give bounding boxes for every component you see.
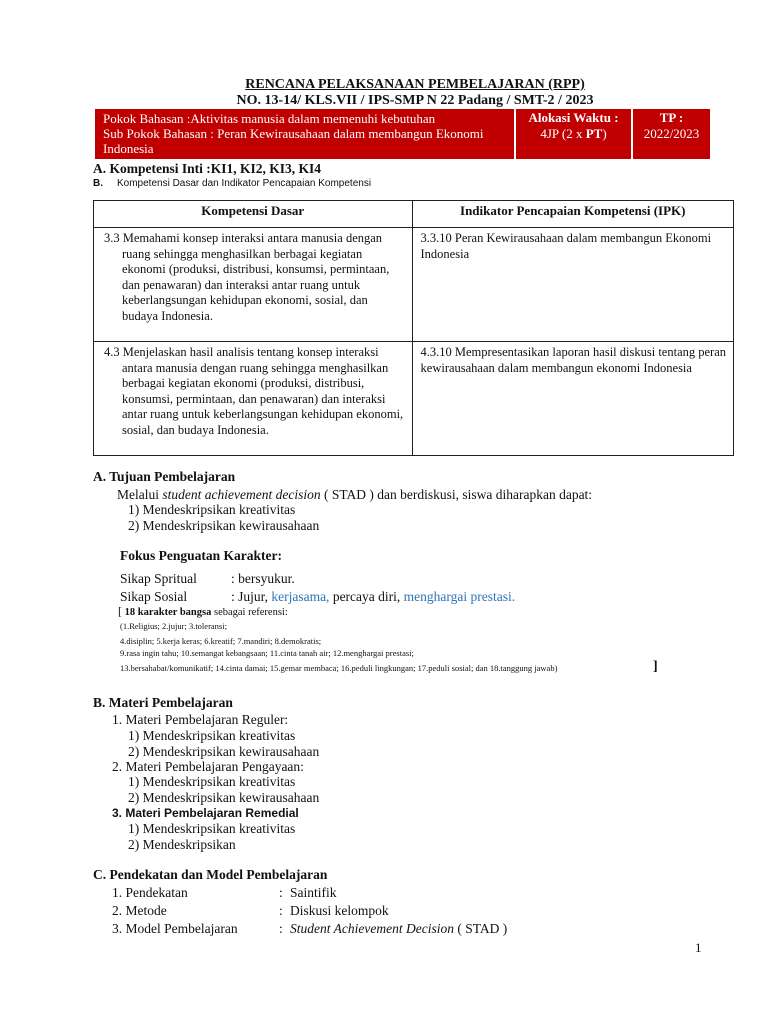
- karakter-ref-line: 4.disiplin; 5.kerja keras; 6.kreatif; 7.mandiri; 8.demokratis;: [120, 636, 322, 646]
- model-value: [290, 921, 507, 937]
- kompetensi-dasar-heading: [93, 178, 371, 189]
- pendekatan-label: 1. Pendekatan: [112, 885, 188, 900]
- page-number: 1: [695, 940, 702, 955]
- ref-close: ]: [653, 659, 658, 674]
- model-sep: :: [279, 921, 283, 936]
- tp-value: 2022/2023: [643, 126, 700, 141]
- kompetensi-inti: A. Kompetensi Inti :KI1, KI2, KI3, KI4: [93, 161, 322, 176]
- sosial-label: Sikap Sosial: [120, 589, 188, 604]
- karakter-ref-line: 9.rasa ingin tahu; 10.semangat kebangsaan; 11.cinta tanah air; 12.menghargai prestasi;: [120, 648, 414, 658]
- pendekatan-value: Saintifik: [290, 885, 337, 900]
- model-suffix: ( STAD ): [453, 921, 508, 936]
- list-item: 1) Mendeskripsikan kreativitas: [128, 502, 296, 517]
- sosial-prefix: : Jujur,: [231, 589, 272, 604]
- ref-rest: sebagai referensi:: [211, 607, 288, 618]
- karakter-ref-line: 13.bersahabat/komunikatif; 14.cinta damai; 15.gemar membaca; 16.peduli lingkungan; 17.peduli sosial; dan 18.tanggung jawab): [120, 663, 558, 673]
- section-b-text: Kompetensi Dasar dan Indikator Pencapaian Kompetensi: [117, 178, 372, 189]
- ref-open: [: [118, 604, 122, 618]
- intro-italic: student achievement decision: [162, 487, 321, 502]
- sosial-value: [231, 589, 515, 605]
- section-b-letter: B.: [93, 178, 103, 189]
- spiritual-label: Sikap Spritual: [120, 571, 197, 586]
- sosial-prestasi: menghargai prestasi.: [403, 589, 516, 604]
- ipk-cell: 3.3.10 Peran Kewirausahaan dalam membangun Ekonomi Indonesia: [412, 228, 733, 342]
- list-item: 2) Mendeskripsikan kewirausahaan: [128, 744, 320, 759]
- document-subtitle: NO. 13-14/ KLS.VII / IPS-SMP N 22 Padang / SMT-2 / 2023: [236, 93, 594, 108]
- kd-cell: [94, 228, 413, 342]
- table-row: [94, 228, 734, 342]
- table-header-row: [94, 201, 734, 228]
- header-ipk: Indikator Pencapaian Kompetensi (IPK): [412, 201, 733, 228]
- alokasi-prefix: 4JP (2 x: [540, 126, 586, 141]
- list-item: 1) Mendeskripsikan kreativitas: [128, 774, 296, 789]
- pendekatan-heading: C. Pendekatan dan Model Pembelajaran: [93, 867, 328, 882]
- pendekatan-sep: :: [279, 885, 283, 900]
- sub-pokok-bahasan: Sub Pokok Bahasan : Peran Kewirausahaan dalam membangun Ekonomi Indonesia: [103, 126, 484, 156]
- model-label: 3. Model Pembelajaran: [112, 921, 238, 936]
- sosial-mid: percaya diri,: [329, 589, 404, 604]
- metode-label: 2. Metode: [112, 903, 167, 918]
- karakter-ref-line: (1.Religius; 2.jujur; 3.toleransi;: [120, 621, 227, 631]
- alokasi-suffix: ): [602, 126, 607, 141]
- karakter-ref-heading: [118, 604, 288, 619]
- kompetensi-table: [93, 200, 734, 456]
- pokok-bahasan: Pokok Bahasan :Aktivitas manusia dalam memenuhi kebutuhan: [103, 111, 436, 126]
- document-title: RENCANA PELAKSANAAN PEMBELAJARAN (RPP): [245, 77, 585, 92]
- tp-label: TP :: [659, 110, 684, 125]
- tp-box: [633, 109, 710, 159]
- materi-group-title: 1. Materi Pembelajaran Reguler:: [112, 712, 289, 727]
- materi-group-title: 2. Materi Pembelajaran Pengayaan:: [112, 759, 304, 774]
- kd-text: 3.3 Memahami konsep interaksi antara manusia dengan ruang sehingga menghasilkan berbagai kegiatan ekonomi (produksi, distribusi, konsumsi, permintaan, dan penawaran) dan interaksi antar ruang untuk keberlangsungan kehidupan ekonomi, sosial, dan budaya Indonesia.: [104, 231, 390, 323]
- kd-text: 4.3 Menjelaskan hasil analisis tentang konsep interaksi antara manusia dengan ruang sehingga menghasilkan berbagai kegiatan ekonomi (produksi, distribusi, konsumsi, permintaan, dan penawaran) dan interaksi antar ruang untuk keberlangsungan kehidupan ekonomi, sosial, dan budaya Indonesia.: [104, 345, 404, 437]
- kd-cell: [94, 342, 413, 456]
- alokasi-value: [516, 126, 631, 142]
- intro-suffix: ( STAD ) dan berdiskusi, siswa diharapkan dapat:: [320, 487, 593, 502]
- ipk-cell: 4.3.10 Mempresentasikan laporan hasil diskusi tentang peran kewirausahaan dalam membangun ekonomi Indonesia: [412, 342, 733, 456]
- spiritual-value: : bersyukur.: [231, 571, 295, 586]
- alokasi-box: [516, 109, 631, 159]
- list-item: 2) Mendeskripsikan kewirausahaan: [128, 790, 320, 805]
- alokasi-label: Alokasi Waktu :: [528, 110, 619, 125]
- list-item: 2) Mendeskripsikan: [128, 837, 236, 852]
- model-italic: Student Achievement Decision: [290, 921, 454, 936]
- intro-prefix: Melalui: [117, 487, 163, 502]
- alokasi-bold: PT: [585, 126, 603, 141]
- fokus-heading: Fokus Penguatan Karakter:: [120, 548, 282, 563]
- materi-heading: B. Materi Pembelajaran: [93, 695, 233, 710]
- list-item: 1) Mendeskripsikan kreativitas: [128, 728, 296, 743]
- metode-value: Diskusi kelompok: [290, 903, 389, 918]
- topic-box: [95, 109, 514, 159]
- ref-bold: 18 karakter bangsa: [122, 607, 212, 618]
- tujuan-intro: [117, 487, 592, 503]
- sosial-kerjasama: kerjasama,: [271, 589, 330, 604]
- list-item: 2) Mendeskripsikan kewirausahaan: [128, 518, 320, 533]
- table-row: [94, 342, 734, 456]
- materi-group-title: 3. Materi Pembelajaran Remedial: [112, 806, 299, 820]
- header-kd: Kompetensi Dasar: [94, 201, 413, 228]
- tujuan-heading: A. Tujuan Pembelajaran: [93, 469, 236, 484]
- metode-sep: :: [279, 903, 283, 918]
- list-item: 1) Mendeskripsikan kreativitas: [128, 821, 296, 836]
